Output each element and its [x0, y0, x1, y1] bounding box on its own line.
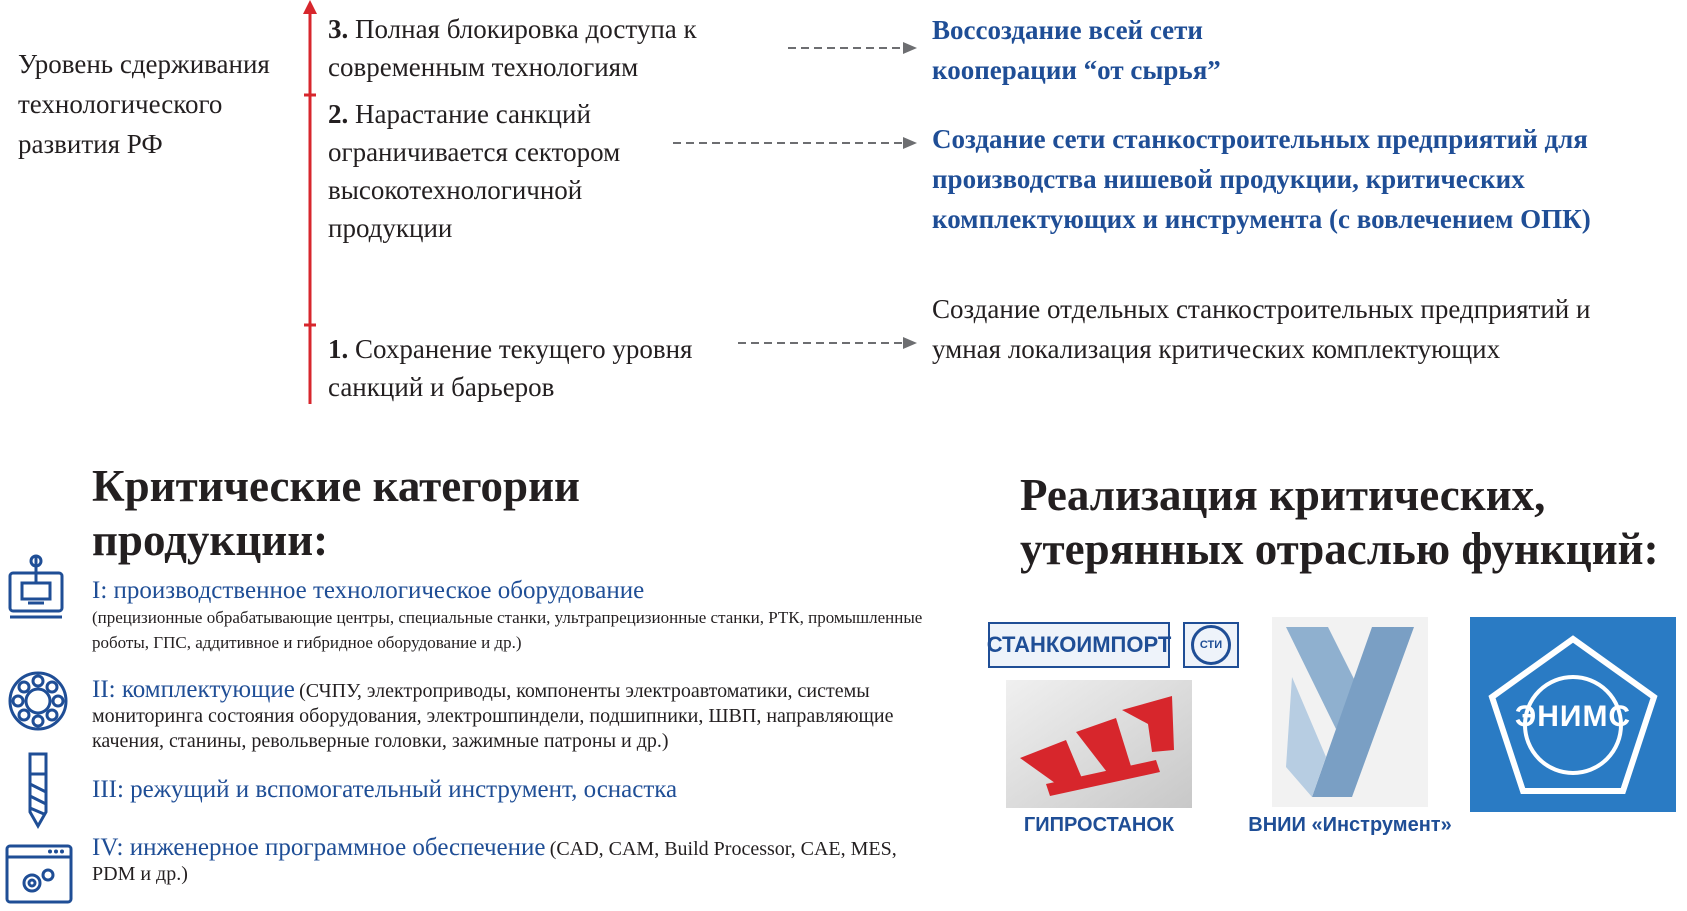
category-4-title: IV: инженерное программное обеспечение: [92, 834, 546, 861]
category-1-title: I: производственное технологическое оборудование: [92, 577, 645, 604]
stankoimport-logo-text: СТАНКОИМПОРТ: [986, 632, 1172, 657]
outcome-1: Создание отдельных станкостроительных предприятий и умная локализация критических комплектующих: [932, 294, 1591, 364]
category-2-title: II: комплектующие: [92, 676, 295, 703]
sti-badge-text: СТИ: [1199, 639, 1223, 651]
category-2: [92, 676, 932, 754]
level-1-number: 1.: [328, 334, 349, 364]
sti-badge: [1183, 622, 1239, 668]
category-2-detail: (СЧПУ, электроприводы, компоненты электроавтоматики, системы мониторинга состояния оборудования, электрошпиндели, подшипники, ШВП, направляющие качения, станины, револьверные головки, зажимные патроны и др.): [92, 680, 894, 752]
level-3-number: 3.: [328, 14, 349, 44]
category-3: [92, 776, 932, 804]
software-window-icon: [4, 843, 76, 907]
category-1-detail: (прецизионные обрабатывающие центры, специальные станки, ультрапрецизионные станки, РТК, промышленные роботы, ГПС, аддитивное и гибридное оборудование и др.): [92, 608, 923, 652]
drill-bit-icon: [20, 752, 56, 828]
vnii-instrument-logo: [1272, 617, 1428, 807]
scale-label: Уровень сдерживания технологического развития РФ: [18, 49, 270, 159]
outcome-2: Создание сети станкостроительных предприятий для производства нишевой продукции, критических комплектующих и инструмента (с вовлечением ОПК): [932, 124, 1591, 234]
vnii-instrument-label: ВНИИ «Инструмент»: [1248, 814, 1452, 836]
giprostanok-logo: [1006, 680, 1192, 808]
cnc-machine-icon: [6, 553, 70, 625]
outcome-3: Воссоздание всей сети кооперации “от сырья”: [932, 15, 1221, 85]
level-2-text: Нарастание санкций ограничивается сектором высокотехнологичной продукции: [328, 99, 621, 243]
bearing-icon: [6, 669, 70, 733]
category-1: [92, 577, 932, 655]
level-2-number: 2.: [328, 99, 349, 129]
category-4-detail: (CAD, CAM, Build Processor, CAE, MES, PDM и др.): [92, 838, 897, 885]
category-4: [92, 834, 932, 887]
giprostanok-label: ГИПРОСТАНОК: [1023, 814, 1175, 836]
functions-heading: Реализация критических, утерянных отраслью функций:: [1020, 470, 1659, 574]
categories-heading: Критические категории продукции:: [92, 461, 580, 565]
category-3-title: III: режущий и вспомогательный инструмент, оснастка: [92, 776, 678, 803]
enims-logo-text: ЭНИМС: [1514, 700, 1632, 733]
stankoimport-logo: [988, 622, 1170, 668]
level-3-text: Полная блокировка доступа к современным технологиям: [328, 14, 697, 82]
level-1-text: Сохранение текущего уровня санкций и барьеров: [328, 334, 693, 402]
